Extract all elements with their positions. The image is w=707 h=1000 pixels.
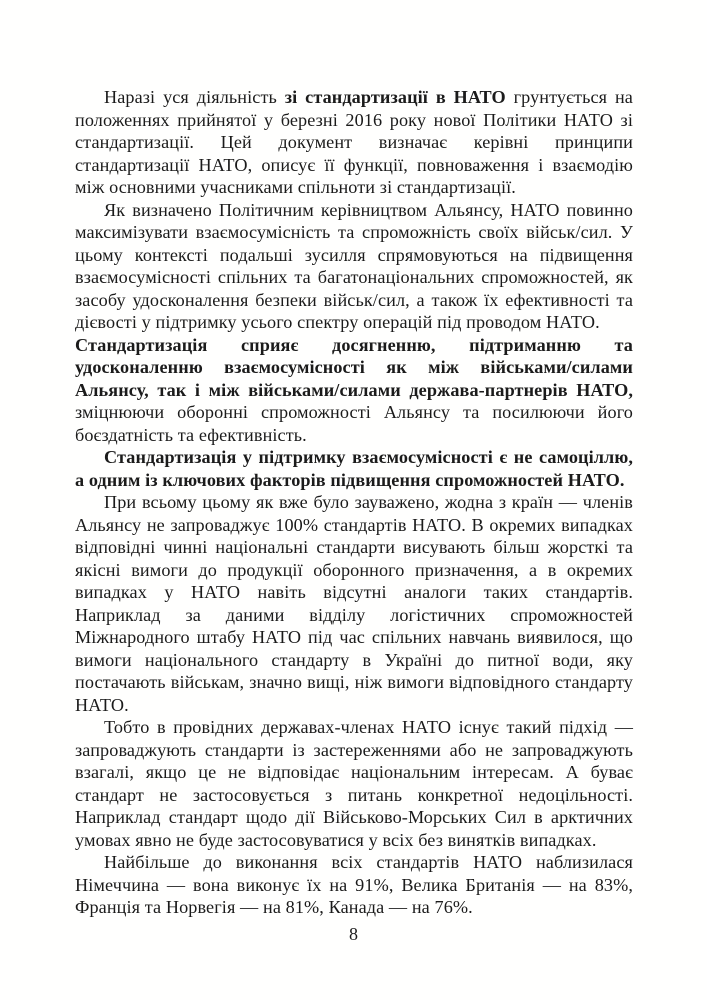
text-run: Наразі уся діяльність (104, 87, 285, 107)
paragraph (75, 491, 633, 716)
text-run: Найбільше до виконання всіх стандартів НАТО наблизилася Німеччина — вона виконує їх на 91%, Велика Британія — на 83%, Франція та Норвегія — на 81%, Канада — на 76%. (75, 852, 633, 917)
paragraph (75, 716, 633, 851)
text-run: грунтується на положеннях прийнятої у березні 2016 року нової Політики НАТО зі стандартизації. Цей документ визначає керівні принципи стандартизації НАТО, описує її функції, повноваження і взаємодію між основними учасниками спільноти зі стандартизації. (75, 87, 633, 197)
paragraph (75, 199, 633, 334)
bold-text-run: зі стандартизації в НАТО (284, 87, 506, 107)
text-run: Як визначено Політичним керівництвом Альянсу, НАТО повинно максимізувати взаємосумісність та спроможність своїх військ/сил. У цьому контексті подальші зусилля спрямовуються на підвищення взаємосумісності спільних та багатонаціональних спроможностей, як засобу удосконалення безпеки військ/сил, а також їх ефективності та дієвості у підтримку усього спектру операцій під проводом НАТО. (75, 199, 633, 332)
bold-text-run: Стандартизація у підтримку взаємосумісності є не самоціллю, а одним із ключових факторів підвищення спроможностей НАТО. (75, 447, 633, 490)
paragraph (75, 851, 633, 919)
text-block (75, 86, 633, 919)
paragraph (75, 86, 633, 199)
bold-text-run: Стандартизація сприяє досягненню, підтриманню та удосконаленню взаємосумісності як між військами/силами Альянсу, так і між військами/силами держава-партнерів НАТО, (75, 334, 633, 400)
text-run: зміцнюючи оборонні спроможності Альянсу та посилюючи його боєздатність та ефективність. (75, 402, 633, 445)
page-number: 8 (349, 924, 358, 944)
paragraph (75, 446, 633, 491)
text-run: При всьому цьому як вже було зауважено, жодна з країн — членів Альянсу не запроваджує 100% стандартів НАТО. В окремих випадках відповідні чинні національні стандарти висувають більш жорсткі та якісні вимоги до продукції оборонного призначення, а в окремих випадках у НАТО навіть відсутні аналоги таких стандартів. Наприклад за даними відділу логістичних спроможностей Міжнародного штабу НАТО під час спільних навчань виявилося, що вимоги національного стандарту в Україні до питної води, яку постачають військам, значно вищі, ніж вимоги відповідного стандарту НАТО. (75, 492, 633, 715)
paragraph (75, 334, 633, 447)
text-run: Тобто в провідних державах-членах НАТО існує такий підхід — запроваджують стандарти із застереженнями або не запроваджують взагалі, якщо це не відповідає національним інтересам. А буває стандарт не застосовується з питань конкретної недоцільності. Наприклад стандарт щодо дії Військово-Морських Сил в арктичних умовах явно не буде застосовуватися у всіх без винятків випадках. (75, 717, 633, 850)
